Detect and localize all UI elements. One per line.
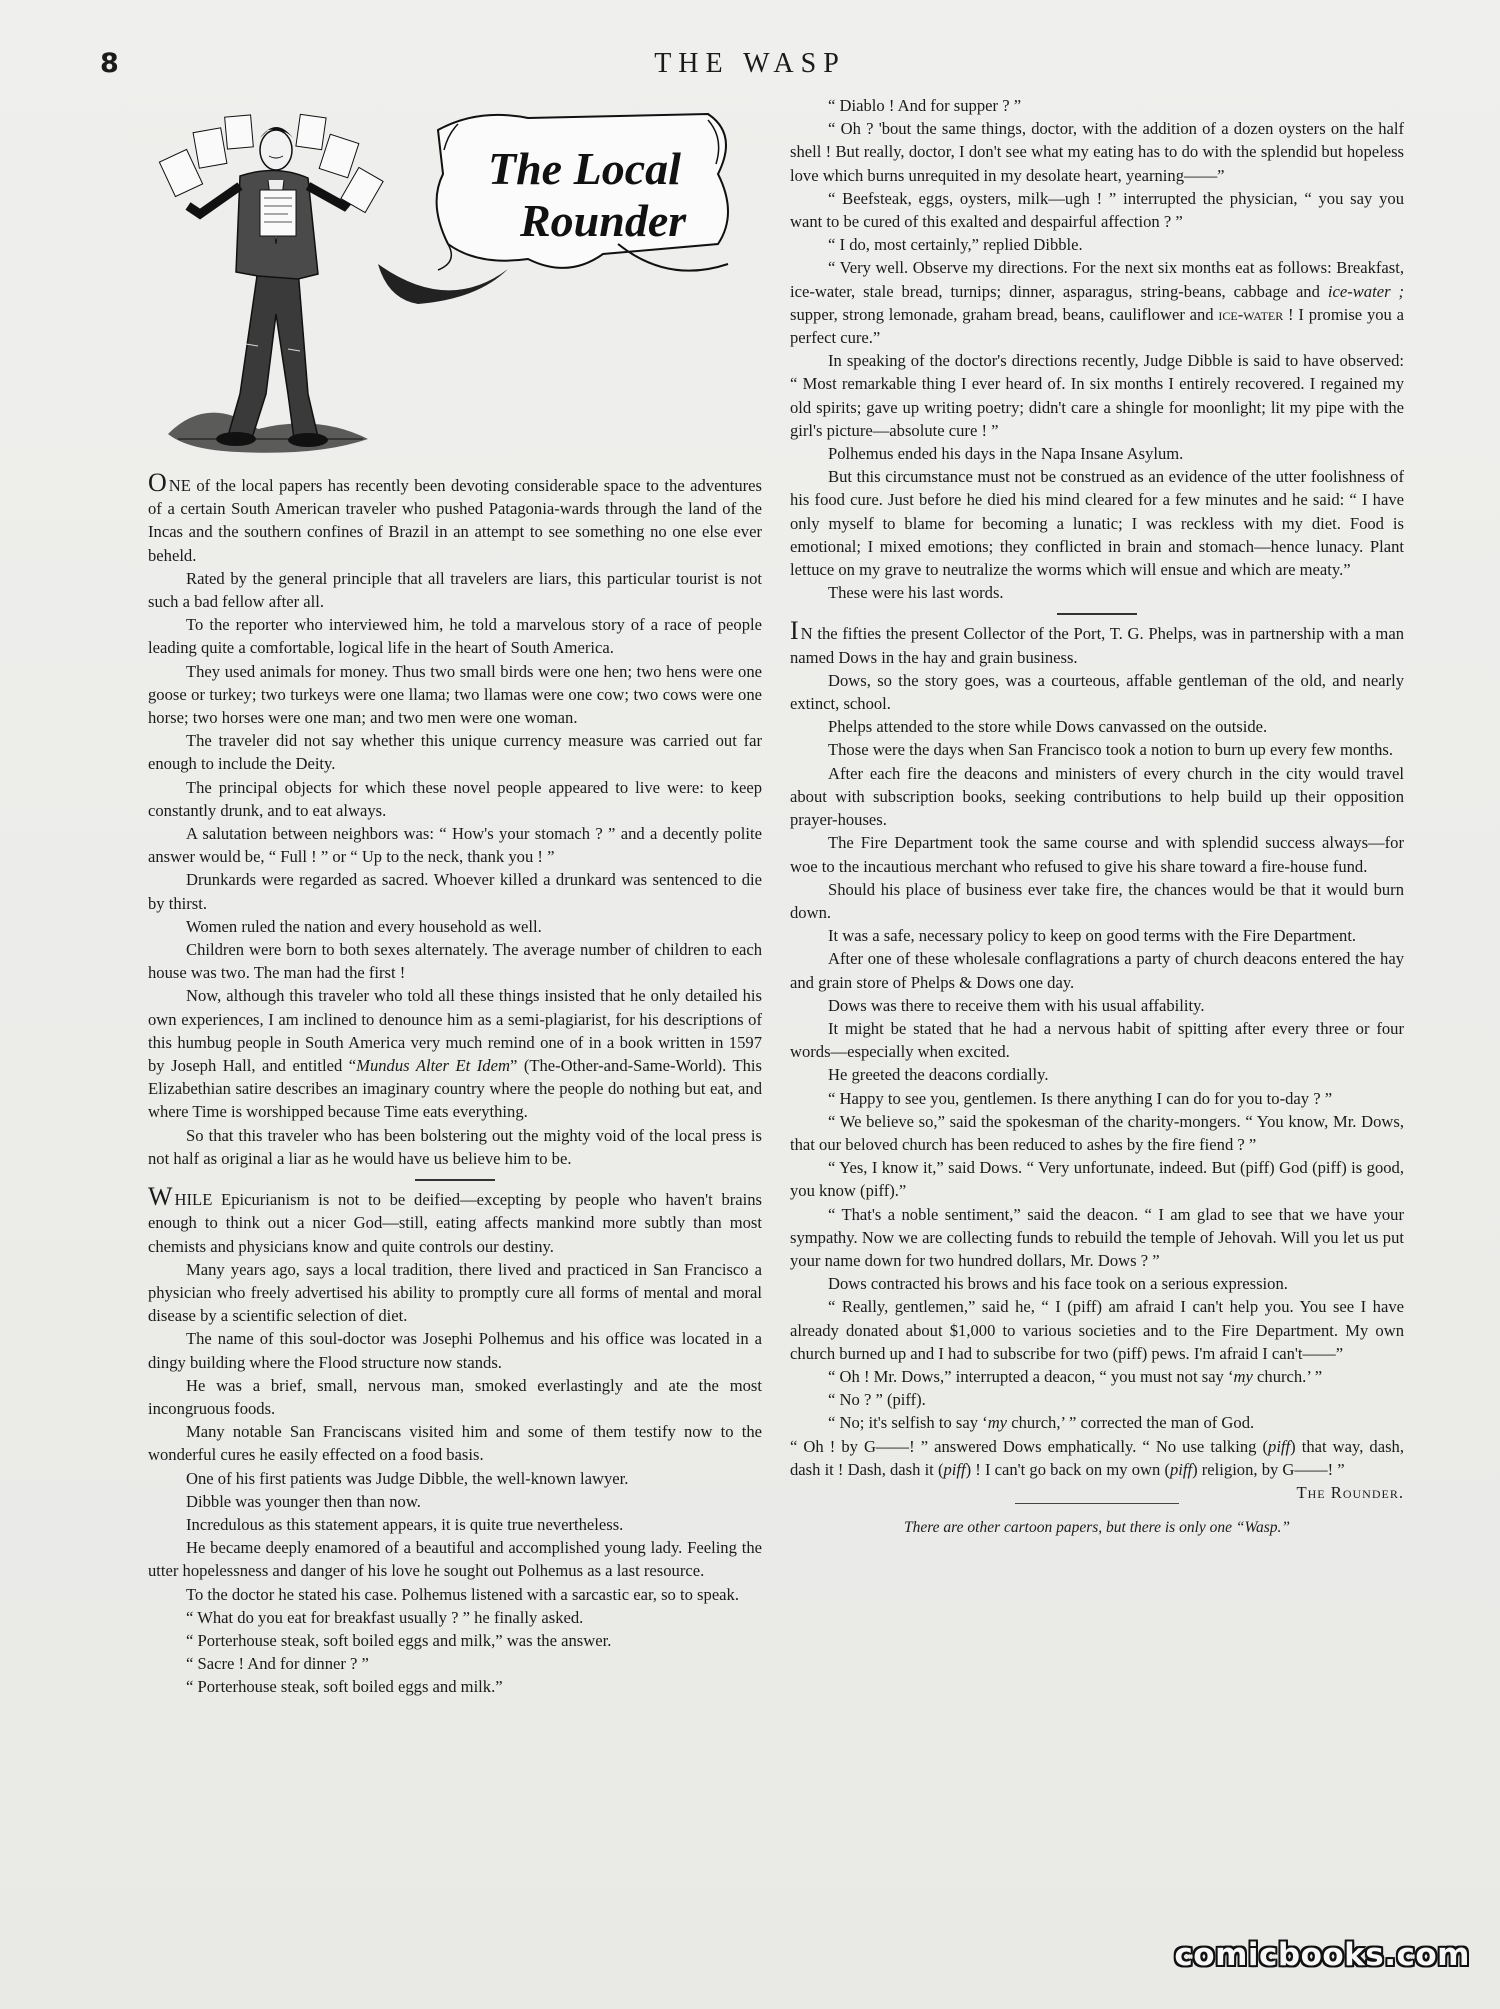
dropcap-o: O	[148, 468, 167, 497]
paragraph: “ That's a noble sentiment,” said the deacon. “ I am glad to see that we have your sympathy. Now we are collecting funds to rebuild the temple of Jehovah. Will you let us put your name down for two hundred dollars, Mr. Dows ? ”	[790, 1204, 1404, 1270]
tagline-wasp: Wasp	[1244, 1518, 1278, 1536]
paragraph: To the doctor he stated his case. Polhemus listened with a sarcastic ear, so to speak.	[186, 1584, 739, 1604]
masthead-title: THE WASP	[654, 48, 846, 79]
newsboy-illustration-icon	[148, 94, 748, 472]
paragraph: Dows was there to receive them with his usual affability.	[828, 995, 1205, 1015]
selfish-after: church,’ ” corrected the man of God.	[1007, 1413, 1255, 1433]
paragraph: The name of this soul-doctor was Josephi Polhemus and his office was located in a dingy building where the Flood structure now stands.	[148, 1329, 762, 1372]
paragraph: “ Sacre ! And for dinner ? ”	[186, 1654, 369, 1674]
banner-line2: Rounder	[520, 195, 687, 246]
selfish-before: “ No; it's selfish to say ‘	[828, 1413, 988, 1433]
paragraph: Those were the days when San Francisco took a notion to burn up every few months.	[828, 740, 1393, 760]
article2-lead	[148, 1182, 762, 1258]
final-piff2: piff	[943, 1459, 966, 1479]
paragraph: Children were born to both sexes alternately. The average number of children to each house was two. The man had the first !	[148, 940, 762, 983]
paragraph: “ No ? ” (piff).	[828, 1390, 926, 1410]
paragraph: “ Really, gentlemen,” said he, “ I (piff) am afraid I can't help you. You see I have already donated about $1,000 to various societies and to the Fire Department. My own church burned up and I had to subscribe for two (piff) pews. I'm afraid I can't——”	[790, 1297, 1404, 1363]
paragraph: After one of these wholesale conflagrations a party of church deacons entered the hay and grain store of Phelps & Dows one day.	[790, 949, 1404, 992]
my-italic: my	[1233, 1366, 1253, 1386]
paragraph: Dows contracted his brows and his face took on a serious expression.	[828, 1274, 1288, 1294]
final-3: ) ! I can't go back on my own (	[965, 1459, 1170, 1479]
tagline	[790, 1516, 1404, 1539]
dropcap-w: W	[148, 1182, 173, 1212]
author-signature: The Rounder.	[1296, 1482, 1404, 1502]
tagline-after: .”	[1277, 1518, 1291, 1536]
diet-italic: ice-water ;	[1327, 281, 1404, 301]
paragraph-diet	[790, 256, 1404, 349]
paragraph: Dibble was younger then than now.	[186, 1491, 421, 1511]
closing-rule	[1015, 1503, 1179, 1504]
paragraph: Incredulous as this statement appears, it is quite true nevertheless.	[186, 1514, 624, 1534]
paragraph: “ Porterhouse steak, soft boiled eggs and milk.”	[186, 1677, 503, 1697]
final-1: “ Oh ! by G——! ” answered Dows emphatically. “ No use talking (	[790, 1436, 1269, 1456]
final-piff1: piff	[1268, 1436, 1291, 1456]
right-column	[790, 94, 1404, 1539]
paragraph: “ I do, most certainly,” replied Dibble.	[828, 235, 1083, 255]
diet-middle: supper, strong lemonade, graham bread, beans, cauliflower and	[790, 304, 1219, 324]
paragraph: Many years ago, says a local tradition, there lived and practiced in San Francisco a physician who freely advertised his ability to promptly cure all forms of mental and moral disease by a scientific selection of diet.	[148, 1259, 762, 1326]
paragraph: “ Oh ? 'bout the same things, doctor, with the addition of a dozen oysters on the half shell ! But really, doctor, I don't see what my eating has to do with the splendid but hopeless love which burns unrequited in my desolate heart, yearning——”	[790, 119, 1404, 185]
paragraph: It might be stated that he had a nervous habit of spitting after every three or four words—especially when excited.	[790, 1018, 1404, 1062]
paragraph: “ Beefsteak, eggs, oysters, milk—ugh ! ” interrupted the physician, “ you say you want to be cured of this exalted and despairful affection ? ”	[790, 188, 1404, 232]
paragraph-final	[790, 1435, 1404, 1502]
paragraph: Women ruled the nation and every household as well.	[186, 916, 542, 936]
diet-after: ! I promise you a perfect cure.”	[790, 304, 1404, 348]
article1-body	[148, 567, 762, 1170]
paragraph: Rated by the general principle that all travelers are liars, this particular tourist is not such a bad fellow after all.	[148, 568, 762, 612]
paragraph-my-church	[790, 1365, 1404, 1388]
diet-before: “ Very well. Observe my directions. For the next six months eat as follows: Breakfast, ice-water, stale bread, turnips; dinner, asparagus, string-beans, cabbage and	[790, 258, 1404, 301]
mundus-after: ” (The-Other-and-Same-World). This Elizabethian satire describes an imaginary country where the people do nothing but eat, and where Time is worshipped because Time eats everything.	[148, 1056, 762, 1122]
paragraph: “ Yes, I know it,” said Dows. “ Very unfortunate, indeed. But (piff) God (piff) is good, you know (piff).”	[790, 1158, 1404, 1201]
paragraph: Dows, so the story goes, was a courteous, affable gentleman of the old, and nearly extinct, school.	[790, 670, 1404, 714]
paragraph: But this circumstance must not be construed as an evidence of the utter foolishness of his food cure. Just before he died his mind cleared for a few minutes and he said: “ I have only myself to blame for becoming a lunatic; I was reckless with my diet. Food is emotional; I mixed emotions; they conflicted in brain and stomach—hence lunacy. Plant lettuce on my grave to neutralize the worms which will ensue and which are meaty.”	[790, 467, 1404, 580]
paragraph: “ Porterhouse steak, soft boiled eggs and milk,” was the answer.	[186, 1630, 612, 1650]
local-rounder-illustration	[148, 94, 748, 472]
paragraph: “ What do you eat for breakfast usually ? ” he finally asked.	[186, 1607, 584, 1627]
my-before: “ Oh ! Mr. Dows,” interrupted a deacon, “ you must not say ‘	[828, 1366, 1234, 1386]
paragraph: Drunkards were regarded as sacred. Whoever killed a drunkard was sentenced to die by thirst.	[148, 870, 762, 913]
paragraph: The traveler did not say whether this unique currency measure was carried out far enough to include the Deity.	[148, 731, 762, 774]
my-after: church.’ ”	[1252, 1366, 1323, 1386]
paragraph: Polhemus ended his days in the Napa Insane Asylum.	[828, 444, 1184, 464]
diet-caps: ice-water	[1218, 304, 1284, 324]
paragraph: One of his first patients was Judge Dibble, the well-known lawyer.	[186, 1468, 629, 1488]
page-number: 8	[100, 48, 119, 79]
mundus-before: Now, although this traveler who told all these things insisted that he only detailed his own experiences, I am inclined to denounce him as a semi-plagiarist, for his descriptions of this humbug people in South America very much remind one of in a book written in 1597 by Joseph Hall, and entitled “	[148, 986, 762, 1076]
paragraph: In speaking of the doctor's directions recently, Judge Dibble is said to have observed: “ Most remarkable thing I ever heard of. In six months I entirely recovered. I regained my old spirits; gave up writing poetry; didn't care a shingle for moonlight; lit my pipe with the girl's picture—absolute cure ! ”	[790, 351, 1404, 440]
selfish-italic: my	[987, 1413, 1008, 1433]
tagline-before: There are other cartoon papers, but there is only one “	[903, 1518, 1245, 1536]
section-divider	[1057, 613, 1137, 615]
paragraph: After each fire the deacons and ministers of every church in the city would travel about with subscription books, seeking contributions to help build up their opposition prayer-houses.	[790, 763, 1404, 830]
paragraph: Phelps attended to the store while Dows canvassed on the outside.	[828, 717, 1268, 737]
final-piff3: piff	[1169, 1459, 1193, 1479]
paragraph: “ Diablo ! And for supper ? ”	[828, 96, 1022, 115]
paragraph: The Fire Department took the same course and with splendid success always—for woe to the incautious merchant who refused to give his share toward a fire-house fund.	[790, 833, 1404, 876]
section-divider	[415, 1179, 495, 1181]
paragraph: They used animals for money. Thus two small birds were one hen; two hens were one goose or turkey; two turkeys were one llama; two llamas were one cow; two cows were one horse; two horses were one man; and two men were one woman.	[148, 661, 762, 728]
paragraph: It was a safe, necessary policy to keep on good terms with the Fire Department.	[828, 926, 1357, 946]
paragraph-selfish	[790, 1411, 1404, 1434]
banner-line1: The Local	[488, 143, 681, 194]
article1-lead-text: NE of the local papers has recently been devoting considerable space to the adventures of a certain South American traveler who pushed Patagonia-wards through the land of the Incas and the southern confines of Brazil in an attempt to see something no one else ever beheld.	[148, 476, 762, 565]
paragraph-mundus	[148, 984, 762, 1123]
paragraph: Should his place of business ever take fire, the chances would be that it would burn down.	[790, 879, 1404, 922]
paragraph: He became deeply enamored of a beautiful and accomplished young lady. Feeling the utter hopelessness and danger of his love he sought out Polhemus as a last resource.	[148, 1538, 762, 1581]
paragraph: To the reporter who interviewed him, he told a marvelous story of a race of people leading quite a comfortable, logical life in the heart of South America.	[148, 615, 762, 658]
paragraph: “ Happy to see you, gentlemen. Is there anything I can do for you to-day ? ”	[828, 1088, 1333, 1108]
paragraph: A salutation between neighbors was: “ How's your stomach ? ” and a decently polite answer would be, “ Full ! ” or “ Up to the neck, thank you ! ”	[148, 824, 762, 867]
dropcap-i: I	[790, 616, 799, 646]
watermark: comicbooks.com	[1174, 1937, 1470, 1973]
paragraph: These were his last words.	[828, 583, 1004, 603]
left-column	[148, 94, 762, 1699]
mundus-title: Mundus Alter Et Idem	[356, 1056, 510, 1076]
paragraph: Many notable San Franciscans visited him and some of them testify now to the wonderful cures he easily effected on a food basis.	[148, 1422, 762, 1465]
paragraph: The principal objects for which these novel people appeared to live were: to keep constantly drunk, and to eat always.	[148, 777, 762, 820]
article2-body	[148, 1258, 762, 1699]
article3-lead-text: N the fifties the present Collector of the Port, T. G. Phelps, was in partnership with a man named Dows in the hay and grain business.	[790, 624, 1404, 667]
article2-lead-text: HILE Epicurianism is not to be deified—excepting by people who haven't brains enough to think out a nicer God—still, eating affects mankind more subtly than most chemists and physicians know and quite controls our destiny.	[148, 1190, 762, 1256]
article3-lead	[790, 616, 1404, 668]
final-4: ) religion, by G——! ”	[1192, 1459, 1345, 1479]
paragraph: He greeted the deacons cordially.	[828, 1065, 1049, 1085]
final-2: ) that way, dash, dash it ! Dash, dash it (	[790, 1436, 1404, 1479]
paragraph: So that this traveler who has been bolstering out the mighty void of the local press is not half as original a liar as he would have us believe him to be.	[148, 1125, 762, 1168]
paragraph: “ We believe so,” said the spokesman of the charity-mongers. “ You know, Mr. Dows, that our beloved church has been reduced to ashes by the fire fiend ? ”	[790, 1111, 1404, 1154]
paragraph: He was a brief, small, nervous man, smoked everlastingly and ate the most incongruous foods.	[148, 1375, 762, 1418]
